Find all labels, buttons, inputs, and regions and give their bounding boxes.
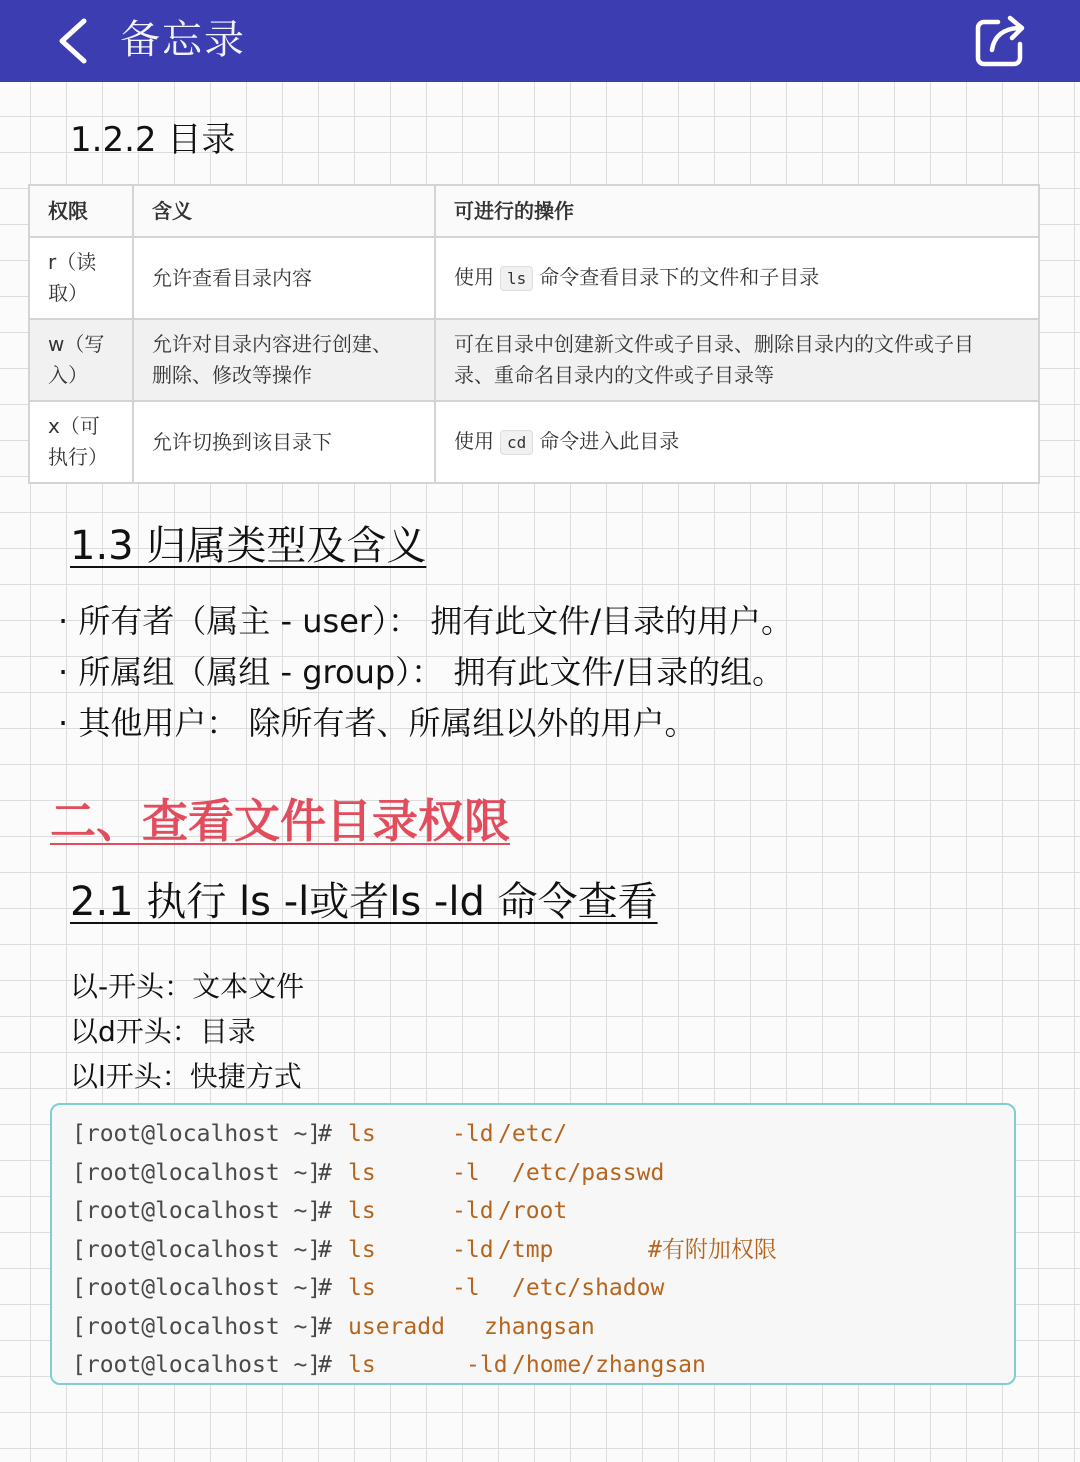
perm-cell [29,237,133,319]
command-path: /root [498,1198,568,1224]
code-line [52,1231,1014,1270]
perm-cell [29,319,133,401]
code-block [50,1103,1016,1385]
perm-label: x（可 [48,414,100,438]
operation-text: 可在目录中创建新文件或子目录、删除目录内的文件或子目 [454,332,974,356]
section-heading-1-3: 1.3 归属类型及含义 [70,523,427,569]
table-header-row [29,185,1039,237]
meaning-text: 允许对目录内容进行创建、 [152,332,392,356]
command: ls [348,1352,376,1378]
meaning-cell: 允许查看目录内容 [133,237,435,319]
table-header-cell: 权限 [29,185,133,237]
list-item: 以-开头：文本文件 [70,970,305,1003]
shell-prompt: [root@localhost ~] [72,1121,322,1147]
app-header [0,0,1080,82]
command-option: -l [452,1275,480,1301]
operation-text: 录、重命名目录内的文件或子目录等 [454,363,774,387]
section-heading-1-2-2: 1.2.2 目录 [70,120,236,160]
file-type-list [70,964,304,1099]
command-argument: zhangsan [484,1313,595,1340]
list-item: 以d开头：目录 [70,1015,256,1048]
perm-label: 执行） [48,445,108,469]
table-header-cell: 可进行的操作 [435,185,1039,237]
shell-prompt: [root@localhost ~] [72,1352,322,1378]
command: ls [348,1121,376,1147]
shell-prompt: [root@localhost ~] [72,1198,322,1224]
meaning-cell [133,319,435,401]
command-option: -ld [452,1236,494,1263]
prompt-hash: # [318,1313,332,1340]
prompt-hash: # [318,1275,332,1301]
table-row [29,237,1039,319]
prompt-hash: # [318,1236,332,1263]
shell-prompt: [root@localhost ~] [72,1236,322,1263]
command: ls [348,1236,376,1263]
prompt-hash: # [318,1352,332,1378]
list-item: · 所有者（属主 - user）： 拥有此文件/目录的用户。 [58,602,793,640]
code-line [52,1308,1014,1347]
command: ls [348,1159,376,1186]
shell-prompt: [root@localhost ~] [72,1275,322,1301]
operation-text: 使用 [454,429,494,453]
operation-cell [435,401,1039,483]
operation-cell [435,319,1039,401]
prompt-hash: # [318,1198,332,1224]
command: ls [348,1275,376,1301]
chevron-left-icon[interactable] [50,16,96,66]
command-path: /etc/passwd [512,1159,665,1186]
list-item: 以l开头：快捷方式 [70,1060,302,1093]
meaning-text: 删除、修改等操作 [152,363,312,387]
perm-label: w（写 [48,332,105,356]
command-option: -ld [466,1352,508,1378]
shell-prompt: [root@localhost ~] [72,1159,322,1186]
section-heading-2-1: 2.1 执行 ls -l或者ls -ld 命令查看 [70,879,658,925]
inline-code: ls [500,266,533,291]
code-comment: #有附加权限 [648,1236,777,1263]
perm-label: 入） [48,363,88,387]
command-option: -ld [452,1198,494,1224]
page-title: 备忘录 [120,17,246,63]
code-line [52,1346,1014,1385]
code-line [52,1269,1014,1308]
command: useradd [348,1313,445,1340]
prompt-hash: # [318,1121,332,1147]
perm-label: 取） [48,281,88,305]
operation-text: 命令进入此目录 [539,429,680,453]
command-option: -ld [452,1121,494,1147]
table-row [29,401,1039,483]
command: ls [348,1198,376,1224]
operation-text: 命令查看目录下的文件和子目录 [539,265,820,289]
list-item: · 所属组（属组 - group）： 拥有此文件/目录的组。 [58,653,785,691]
command-path: /etc/shadow [512,1275,665,1301]
permission-table [28,184,1040,484]
perm-label: r（读 [48,250,97,274]
table-row [29,319,1039,401]
command-path: /etc/ [498,1121,568,1147]
list-item: · 其他用户： 除所有者、所属组以外的用户。 [58,704,697,742]
perm-cell [29,401,133,483]
shell-prompt: [root@localhost ~] [72,1313,322,1340]
prompt-hash: # [318,1159,332,1186]
code-line [52,1154,1014,1193]
meaning-cell: 允许切换到该目录下 [133,401,435,483]
command-path: /tmp [498,1236,554,1263]
operation-cell [435,237,1039,319]
operation-text: 使用 [454,265,494,289]
command-path: /home/zhangsan [512,1352,706,1378]
section-heading-2: 二、查看文件目录权限 [50,794,510,848]
inline-code: cd [500,430,533,455]
ownership-bullet-list [58,596,793,749]
command-option: -l [452,1159,480,1186]
code-line [52,1115,1014,1154]
share-square-arrow-icon[interactable] [972,14,1028,70]
table-header-cell: 含义 [133,185,435,237]
code-line [52,1192,1014,1231]
